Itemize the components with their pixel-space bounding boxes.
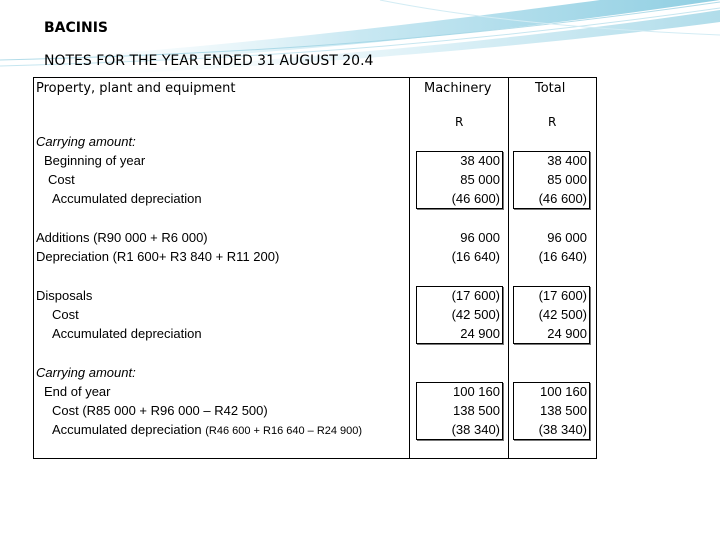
closing-accdep-label-main: Accumulated depreciation bbox=[52, 422, 202, 437]
column-divider-label bbox=[409, 77, 410, 459]
closing-machinery-accdep: (38 340) bbox=[451, 422, 500, 437]
opening-machinery-cost: 85 000 bbox=[460, 172, 500, 187]
depreciation-machinery: (16 640) bbox=[451, 249, 500, 264]
closing-total-cost: 138 500 bbox=[540, 403, 587, 418]
disposals-machinery-total: (17 600) bbox=[451, 288, 500, 303]
column-header-machinery: Machinery bbox=[424, 81, 492, 96]
column-header-total: Total bbox=[535, 81, 566, 96]
disposals-accdep-label: Accumulated depreciation bbox=[52, 326, 202, 341]
disposals-cost-label: Cost bbox=[52, 307, 79, 322]
depreciation-label: Depreciation (R1 600+ R3 840 + R11 200) bbox=[36, 249, 280, 264]
disposals-heading: Disposals bbox=[36, 288, 93, 303]
closing-cost-label: Cost (R85 000 + R96 000 – R42 500) bbox=[52, 403, 268, 418]
opening-accdep-label: Accumulated depreciation bbox=[52, 191, 202, 206]
closing-total-end: 100 160 bbox=[540, 384, 587, 399]
closing-accdep-label bbox=[52, 420, 362, 441]
closing-accdep-calc: (R46 600 + R16 640 – R24 900) bbox=[205, 425, 363, 437]
unit-label-machinery: R bbox=[455, 115, 464, 129]
opening-beginning-label: Beginning of year bbox=[44, 153, 146, 168]
additions-label: Additions (R90 000 + R6 000) bbox=[36, 230, 208, 245]
closing-total-accdep: (38 340) bbox=[538, 422, 587, 437]
closing-machinery-end: 100 160 bbox=[453, 384, 500, 399]
disposals-machinery-accdep: 24 900 bbox=[460, 326, 500, 341]
opening-total-beginning: 38 400 bbox=[547, 153, 587, 168]
depreciation-total: (16 640) bbox=[538, 249, 587, 264]
disposals-total-accdep: 24 900 bbox=[547, 326, 587, 341]
column-divider-machinery bbox=[508, 77, 509, 459]
opening-cost-label: Cost bbox=[48, 172, 75, 187]
closing-heading: Carrying amount: bbox=[36, 365, 136, 380]
section-heading: Property, plant and equipment bbox=[36, 81, 236, 96]
disposals-machinery-cost: (42 500) bbox=[451, 307, 500, 322]
opening-total-accdep: (46 600) bbox=[538, 191, 587, 206]
opening-heading: Carrying amount: bbox=[36, 134, 136, 149]
closing-machinery-cost: 138 500 bbox=[453, 403, 500, 418]
opening-total-cost: 85 000 bbox=[547, 172, 587, 187]
closing-end-label: End of year bbox=[44, 384, 111, 399]
disposals-total-cost: (42 500) bbox=[538, 307, 587, 322]
opening-machinery-accdep: (46 600) bbox=[451, 191, 500, 206]
disposals-total-total: (17 600) bbox=[538, 288, 587, 303]
additions-total: 96 000 bbox=[547, 230, 587, 245]
unit-label-total: R bbox=[548, 115, 557, 129]
opening-machinery-beginning: 38 400 bbox=[460, 153, 500, 168]
notes-title: NOTES FOR THE YEAR ENDED 31 AUGUST 20.4 bbox=[44, 53, 374, 69]
additions-machinery: 96 000 bbox=[460, 230, 500, 245]
company-name: BACINIS bbox=[44, 20, 108, 36]
